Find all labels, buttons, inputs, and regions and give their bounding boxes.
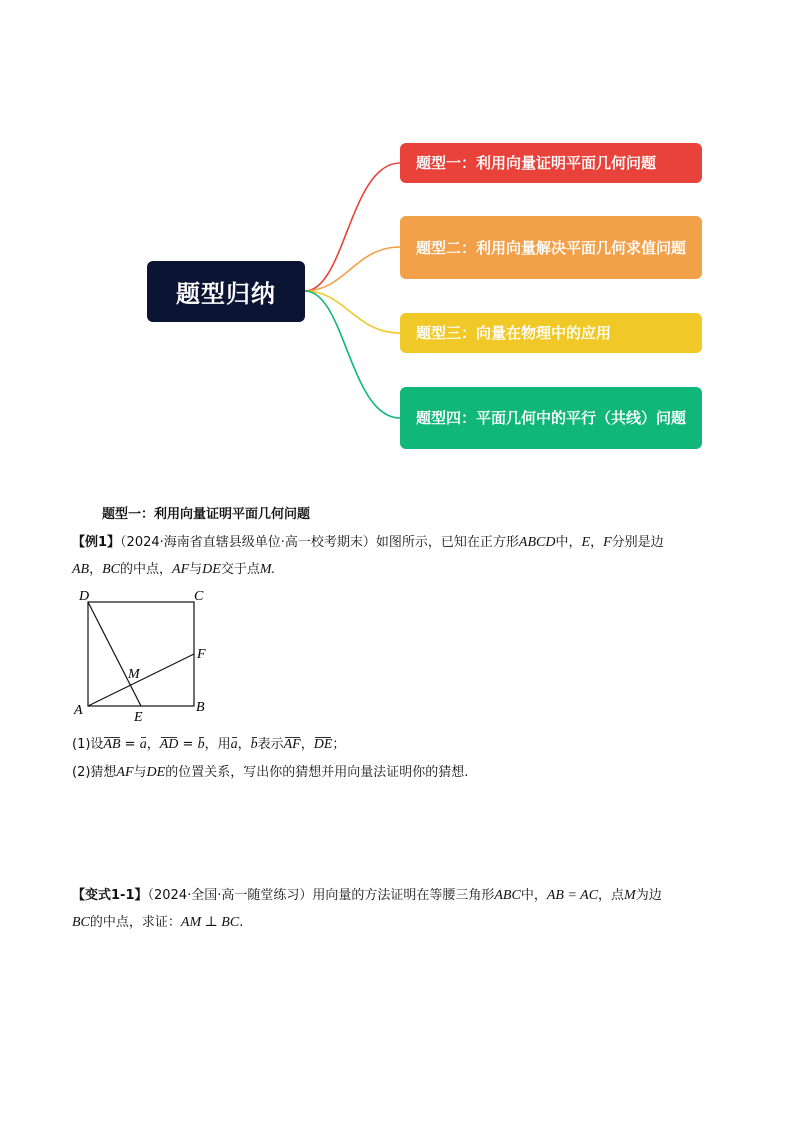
mindmap-root: 题型归纳 <box>147 261 305 322</box>
section-title: 题型一：利用向量证明平面几何问题 <box>102 507 311 522</box>
punct: ， <box>89 562 103 577</box>
eq: = <box>120 737 140 752</box>
vector-de: DE <box>313 737 333 752</box>
label-e: E <box>134 710 143 724</box>
math-abcd: ABCD <box>518 535 556 550</box>
example1-text: 中， <box>555 535 582 550</box>
label-m: M <box>128 667 140 682</box>
vector-a: a <box>230 737 238 752</box>
example1-text: 如图所示，已知在正方形 <box>375 535 519 550</box>
mindmap-branch-4: 题型四：平面几何中的平行（共线）问题 <box>400 387 702 449</box>
math-bc: BC <box>102 562 121 577</box>
label-d: D <box>79 589 90 604</box>
example1-tag: 【例1】 <box>72 535 121 550</box>
example1-text: 的中点， <box>120 562 173 577</box>
math-m: M. <box>259 562 276 577</box>
math-af: AF <box>172 562 190 577</box>
variant-text: 为边 <box>635 888 662 903</box>
connector-4 <box>305 291 400 418</box>
mindmap-branch-3: 题型三：向量在物理中的应用 <box>400 313 702 353</box>
math-am-perp-bc: AM ⊥ BC <box>180 915 240 930</box>
variant-line2 <box>72 914 243 932</box>
connector-1 <box>305 163 400 291</box>
example1-text: 交于点 <box>220 562 260 577</box>
segment-de <box>88 602 141 706</box>
mindmap-branch-2: 题型二：利用向量解决平面几何求值问题 <box>400 216 702 279</box>
math-ab-eq-ac: AB = AC <box>546 888 599 903</box>
example1-text: 分别是边 <box>611 535 664 550</box>
q1-text: ； <box>332 737 346 752</box>
math-m: M <box>624 888 636 903</box>
example1-source: （2024·海南省直辖县级单位·高一校考期末） <box>120 535 376 550</box>
question-1 <box>72 736 345 754</box>
math-de: DE <box>202 562 221 577</box>
label-b: B <box>196 700 205 715</box>
math-f: F <box>603 535 612 550</box>
example1-text: 与 <box>189 562 203 577</box>
vector-af: AF <box>283 737 301 752</box>
punct: ， <box>300 737 314 752</box>
punct: ， <box>237 737 251 752</box>
variant-text: 的中点，求证： <box>89 915 181 930</box>
math-abc: ABC <box>494 888 521 903</box>
math-ab: AB <box>72 562 90 577</box>
variant-text: 中， <box>520 888 547 903</box>
punct: . <box>239 915 244 930</box>
variant-text: ，点 <box>598 888 625 903</box>
q2-text: (2)猜想 <box>72 765 117 780</box>
vector-b: b <box>197 737 205 752</box>
variant-source: （2024·全国·高一随堂练习） <box>147 888 313 903</box>
math-bc: BC <box>72 915 90 930</box>
example1-line2 <box>72 561 275 579</box>
vector-b: b <box>250 737 258 752</box>
math-e: E <box>581 535 591 550</box>
vector-ad: AD <box>159 737 179 752</box>
punct: ， <box>590 535 604 550</box>
math-af: AF <box>116 765 134 780</box>
question-2 <box>72 764 468 782</box>
q1-text: (1)设 <box>72 737 104 752</box>
mindmap-branch-1: 题型一：利用向量证明平面几何问题 <box>400 143 702 183</box>
example1-line1 <box>72 534 664 552</box>
segment-af <box>88 654 194 706</box>
math-de: DE <box>146 765 166 780</box>
punct: ， <box>146 737 160 752</box>
vector-ab: AB <box>103 737 121 752</box>
label-c: C <box>194 589 204 604</box>
variant-tag: 【变式1-1】 <box>72 888 148 903</box>
eq: = <box>178 737 198 752</box>
q2-text: 的位置关系，写出你的猜想并用向量法证明你的猜想. <box>165 765 469 780</box>
vector-a: a <box>139 737 147 752</box>
q1-text: 表示 <box>257 737 284 752</box>
square-figure <box>70 584 220 724</box>
q2-text: 与 <box>133 765 147 780</box>
label-a: A <box>74 703 83 718</box>
variant-text: 用向量的方法证明在等腰三角形 <box>312 888 495 903</box>
square-abcd <box>88 602 194 706</box>
label-f: F <box>197 647 206 662</box>
q1-text: ，用 <box>204 737 231 752</box>
variant-line1 <box>72 887 662 905</box>
